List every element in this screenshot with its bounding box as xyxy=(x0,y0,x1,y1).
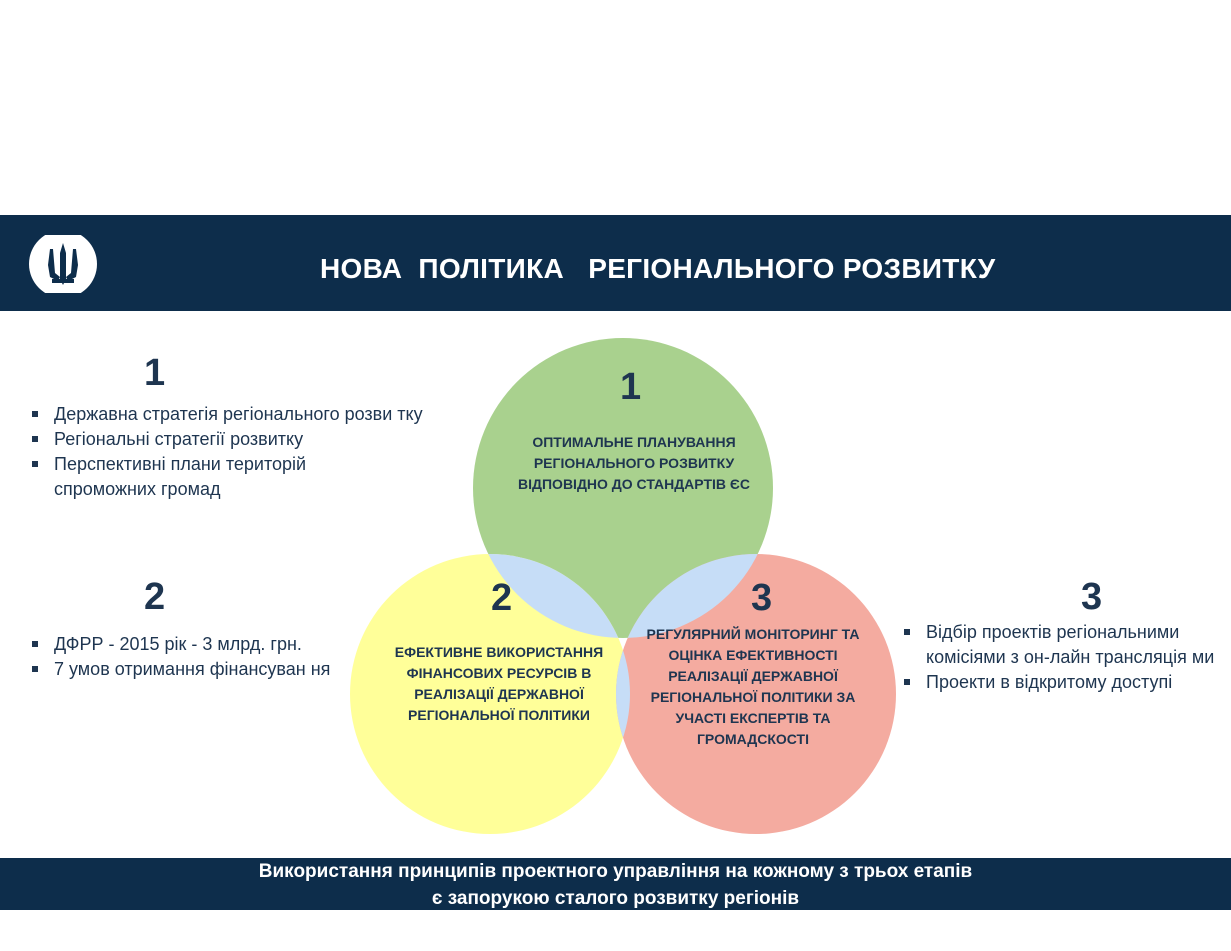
block3-number: 3 xyxy=(1081,576,1103,618)
list-item: ДФРР - 2015 рік - 3 млрд. грн. xyxy=(30,632,350,657)
circle3-number: 3 xyxy=(751,577,773,619)
circle1-text: ОПТИМАЛЬНЕ ПЛАНУВАННЯ РЕГІОНАЛЬНОГО РОЗВИТКУ ВІДПОВІДНО ДО СТАНДАРТІВ ЄС xyxy=(518,434,750,492)
page-title: НОВА ПОЛІТИКА РЕГІОНАЛЬНОГО РОЗВИТКУ xyxy=(320,253,996,284)
footer-line2: є запорукою сталого розвитку регіонів xyxy=(431,888,800,909)
footer-band xyxy=(0,858,1231,910)
circle1-number: 1 xyxy=(620,366,642,408)
list-item: Регіональні стратегії розвитку xyxy=(30,427,450,452)
list-item: Проекти в відкритому доступі xyxy=(902,670,1227,695)
footer-line1: Використання принципів проектного управління на кожному з трьох етапів xyxy=(258,861,973,882)
circle3-text: РЕГУЛЯРНИЙ МОНІТОРИНГ ТА ОЦІНКА ЕФЕКТИВНОСТІ РЕАЛІЗАЦІЇ ДЕРЖАВНОЇ РЕГІОНАЛЬНОЇ ПОЛІТИКИ ЗА УЧАСТІ ЕКСПЕРТІВ ТА ГРОМАДСКОСТІ xyxy=(646,626,860,747)
block1-number: 1 xyxy=(144,352,166,394)
list-item: Перспективні плани територій спроможних громад xyxy=(30,452,374,502)
circle2-text: ЕФЕКТИВНЕ ВИКОРИСТАННЯ ФІНАНСОВИХ РЕСУРСІВ В РЕАЛІЗАЦІЇ ДЕРЖАВНОЇ РЕГІОНАЛЬНОЇ ПОЛІТИКИ xyxy=(394,644,604,723)
circle2-number: 2 xyxy=(491,577,513,619)
block2-number: 2 xyxy=(144,576,166,618)
list-item: Державна стратегія регіонального розви тку xyxy=(30,402,450,427)
list-item: Відбір проектів регіональними комісіями з он-лайн трансляція ми xyxy=(902,620,1227,670)
list-item: 7 умов отримання фінансуван ня xyxy=(30,657,350,682)
